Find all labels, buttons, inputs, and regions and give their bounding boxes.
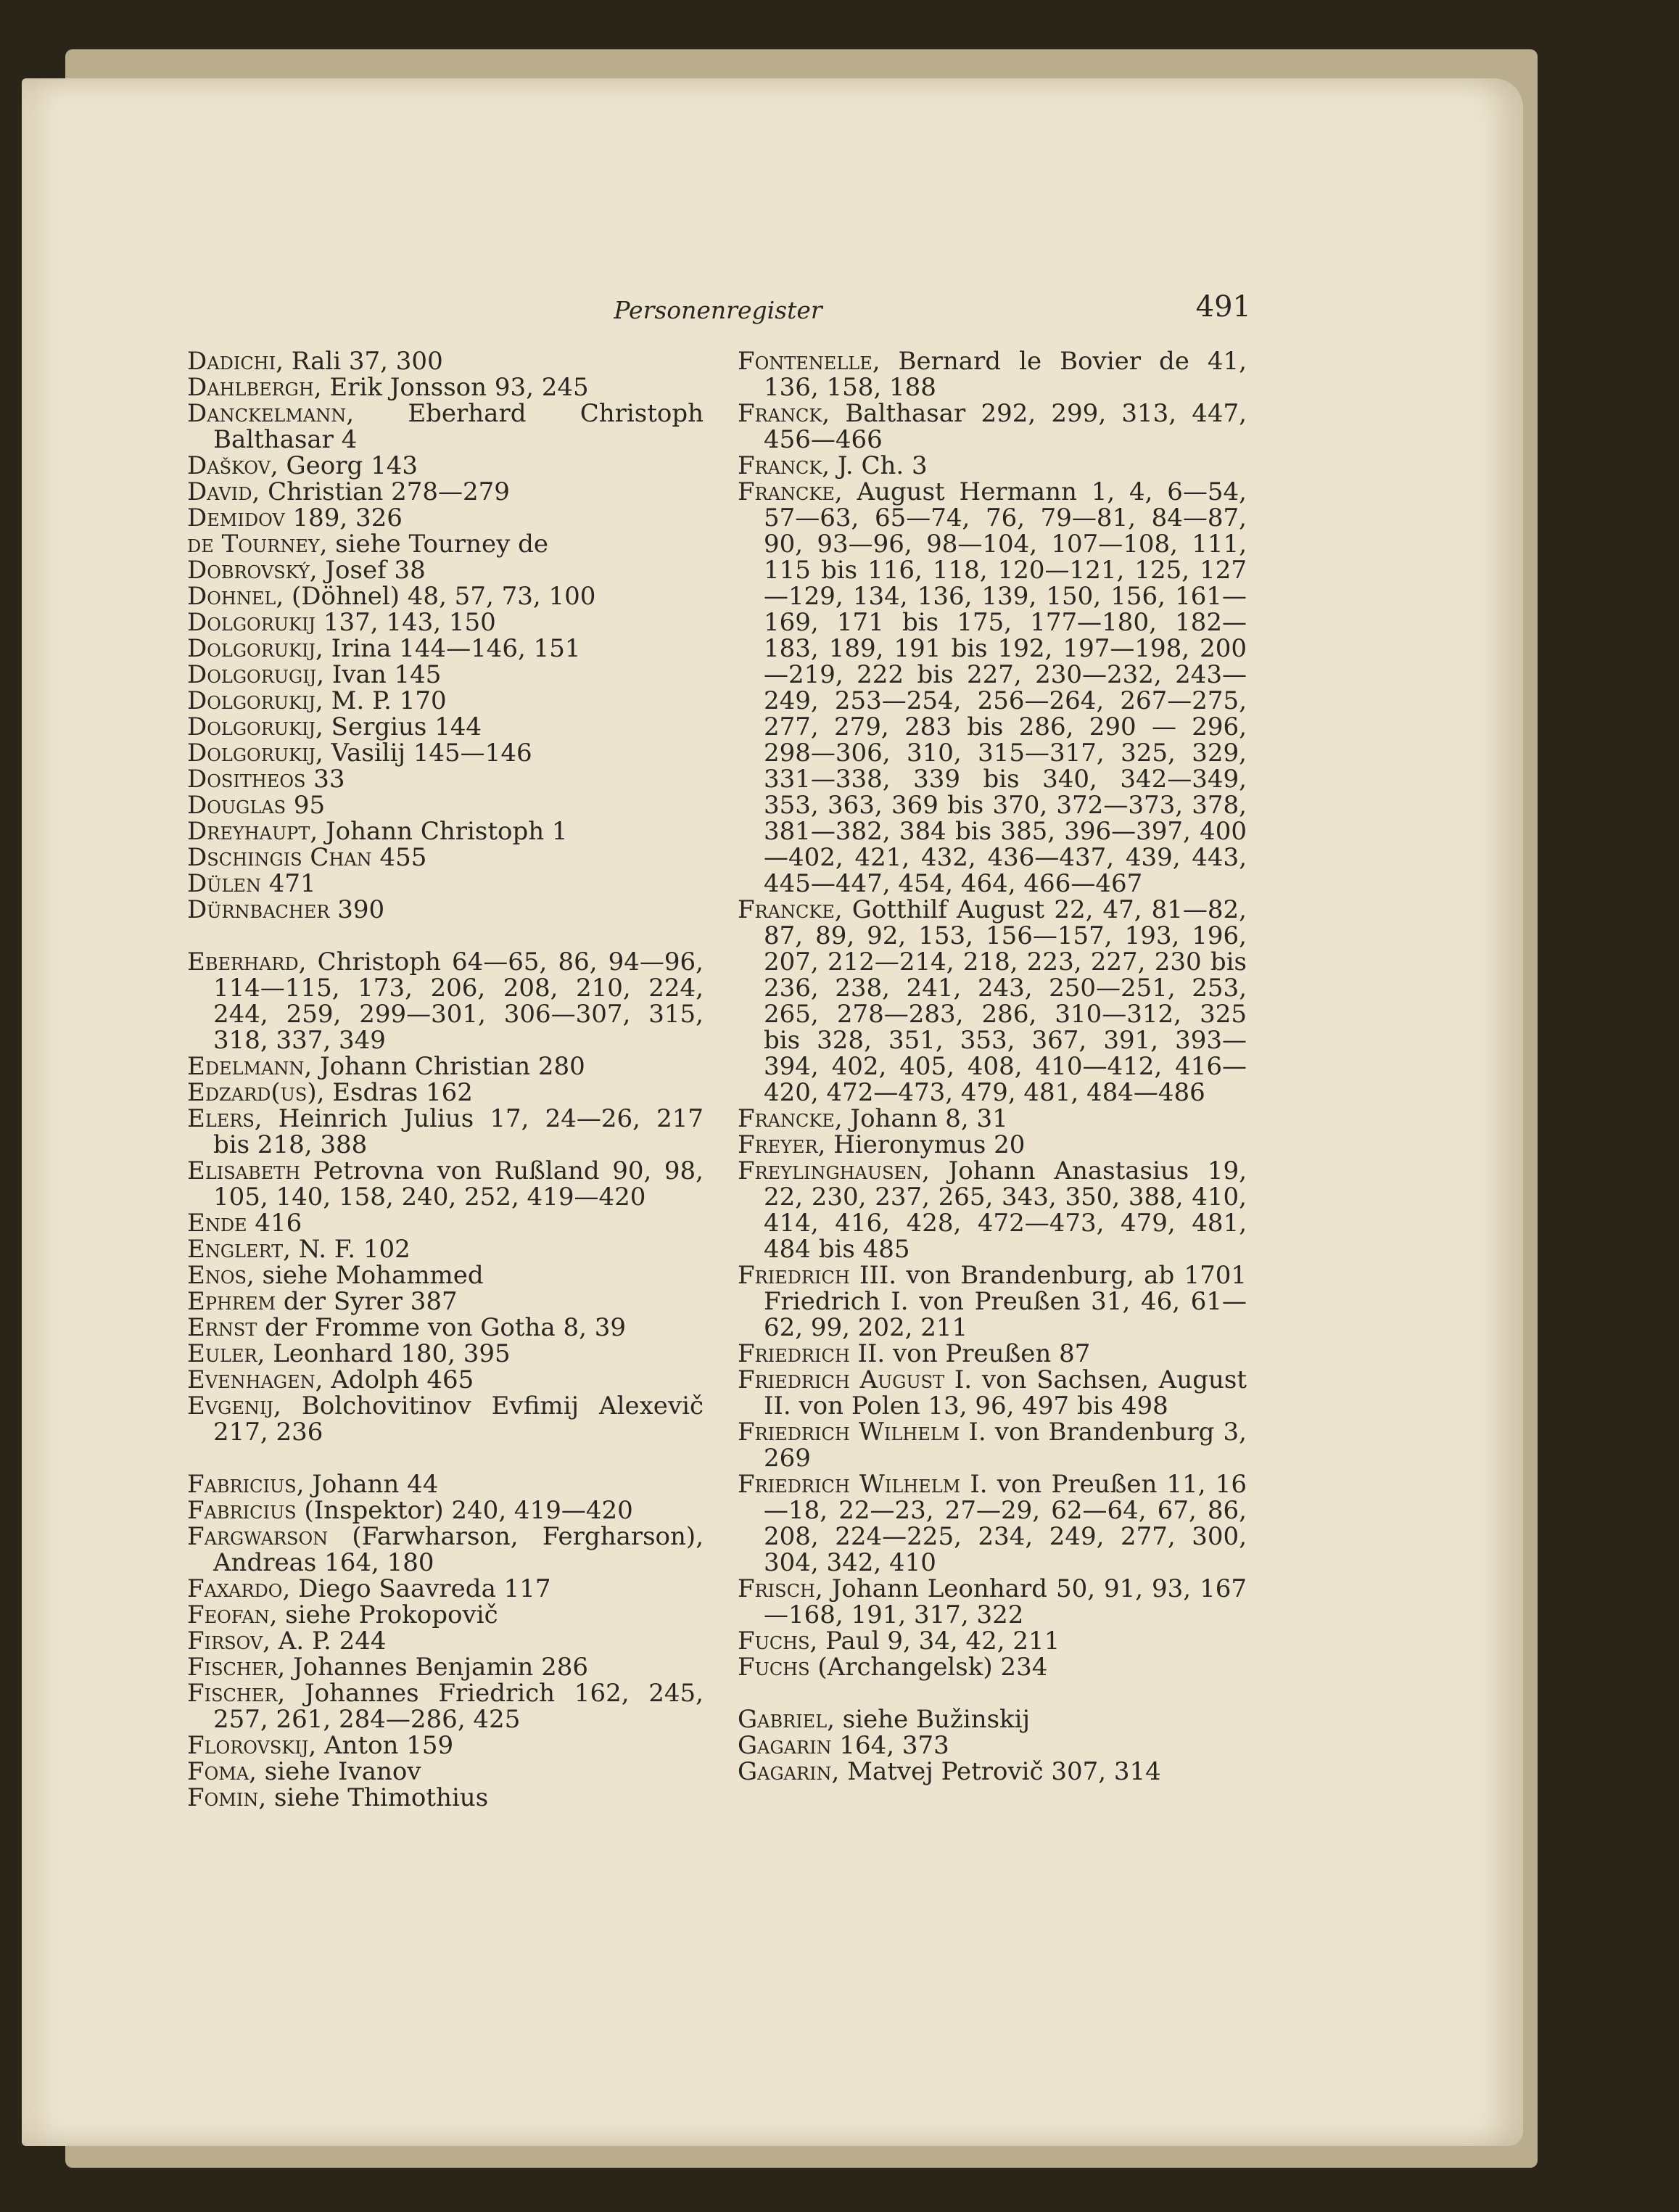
entry-references: N. F. 102 bbox=[290, 1235, 411, 1264]
index-entry bbox=[738, 1367, 1247, 1419]
index-entry bbox=[738, 1132, 1247, 1158]
index-entry bbox=[187, 1732, 704, 1759]
index-entry bbox=[738, 1759, 1247, 1785]
entry-references: Petrovna von Rußland 90, 98, 105, 140, 158, 240, 252, 419—420 bbox=[213, 1156, 704, 1212]
index-entry bbox=[738, 1419, 1247, 1471]
entry-name: Faxardo, bbox=[187, 1574, 291, 1603]
entry-name: Fuchs, bbox=[738, 1627, 818, 1656]
index-entry bbox=[187, 479, 704, 505]
entry-references: 455 bbox=[371, 843, 427, 872]
entry-name: Friedrich bbox=[738, 1261, 850, 1290]
entry-name: Fuchs bbox=[738, 1653, 810, 1682]
page-header bbox=[185, 290, 1251, 334]
entry-references: Irina 144—146, 151 bbox=[323, 634, 581, 663]
entry-name: Ernst bbox=[187, 1313, 257, 1342]
entry-references: I. von Preußen 11, 16—18, 22—23, 27—29, 62—64, 67, 86, 208, 224—225, 234, 249, 277, 300, 304, 342, 410 bbox=[764, 1470, 1247, 1577]
entry-references: I. von Sachsen, August II. von Polen 13, 96, 497 bis 498 bbox=[764, 1365, 1247, 1420]
index-entry bbox=[738, 1732, 1247, 1759]
entry-references: August Hermann 1, 4, 6—54, 57—63, 65—74, 76, 79—81, 84—87, 90, 93—96, 98—104, 107—108, 111, 115 bis 116, 118, 120—121, 125, 127—129, 134, 136, 139, 150, 156, 161—169, 171 bis 175, 177—180, 182—183, 189, 191 bis 192, 197—198, 200—219, 222 bis 227, 230—232, 243—249, 253—254, 256—264, 267—275, 277, 279, 283 bis 286, 290 — 296, 298—306, 310, 315—317, 325, 329, 331—338, 339 bis 340, 342—349, 353, 363, 369 bis 370, 372—373, 378, 381—382, 384 bis 385, 396—397, 400—402, 421, 432, 436—437, 439, 443, 445—447, 454, 464, 466—467 bbox=[764, 477, 1247, 898]
entry-name: Fabricius bbox=[187, 1496, 297, 1525]
index-entry bbox=[187, 1080, 704, 1106]
index-entry bbox=[187, 1497, 704, 1524]
index-entry bbox=[187, 374, 704, 400]
entry-references: Anton 159 bbox=[316, 1731, 454, 1760]
entry-name: Feofan, bbox=[187, 1600, 278, 1629]
entry-name: Fontenelle, bbox=[738, 347, 880, 376]
entry-name: Dolgorugij, bbox=[187, 660, 325, 689]
entry-references: Diego Saavreda 117 bbox=[290, 1574, 551, 1603]
entry-name: Dohnel, bbox=[187, 582, 284, 611]
running-head: Personenregister bbox=[614, 296, 822, 324]
entry-references: II. von Preußen 87 bbox=[849, 1339, 1091, 1368]
entry-references: 95 bbox=[286, 791, 326, 820]
entry-references: Heinrich Julius 17, 24—26, 217 bis 218, 388 bbox=[213, 1104, 704, 1159]
entry-references: III. von Brandenburg, ab 1701 Friedrich I. von Preußen 31, 46, 61—62, 99, 202, 211 bbox=[764, 1261, 1247, 1342]
entry-name: Gagarin bbox=[738, 1731, 832, 1760]
entry-name: Evgenij, bbox=[187, 1391, 281, 1420]
index-entry bbox=[187, 1628, 704, 1654]
index-entry bbox=[187, 505, 704, 531]
entry-references: 164, 373 bbox=[831, 1731, 949, 1760]
index-entry bbox=[187, 714, 704, 740]
entry-references: Georg 143 bbox=[278, 451, 418, 480]
entry-references: Balthasar 292, 299, 313, 447, 456—466 bbox=[764, 399, 1247, 454]
index-entry bbox=[187, 1158, 704, 1210]
entry-name: Dahlbergh, bbox=[187, 373, 322, 402]
entry-name: Danckelmann, bbox=[187, 399, 355, 428]
entry-name: Florovskij, bbox=[187, 1731, 317, 1760]
index-entry bbox=[187, 1680, 704, 1732]
entry-name: David, bbox=[187, 477, 260, 506]
index-entry bbox=[187, 1288, 704, 1315]
entry-name: Francke, bbox=[738, 895, 843, 924]
entry-name: Francke, bbox=[738, 1104, 843, 1133]
entry-name: Dolgorukij, bbox=[187, 686, 323, 715]
entry-references: 137, 143, 150 bbox=[315, 608, 496, 637]
index-entry bbox=[738, 1628, 1247, 1654]
index-column-left bbox=[187, 348, 704, 1811]
entry-name: Firsov, bbox=[187, 1627, 271, 1656]
entry-name: Douglas bbox=[187, 791, 286, 820]
entry-name: Dobrovský, bbox=[187, 556, 318, 585]
entry-references: 471 bbox=[260, 869, 316, 898]
entry-name: Freyer, bbox=[738, 1130, 826, 1159]
entry-references: Gotthilf August 22, 47, 81—82, 87, 89, 92, 153, 156—157, 193, 196, 207, 212—214, 218, 223, 227, 230 bis 236, 238, 241, 243, 250—251, 253, 265, 278—283, 286, 310—312, 325 bis 328, 351, 353, 367, 391, 393—394, 402, 405, 408, 410—412, 416—420, 472—473, 479, 481, 484—486 bbox=[764, 895, 1247, 1107]
entry-references: Johann Anastasius 19, 22, 230, 237, 265, 343, 350, 388, 410, 414, 416, 428, 472—473, 479, 481, 484 bis 485 bbox=[764, 1156, 1247, 1264]
entry-name: Ende bbox=[187, 1209, 247, 1238]
index-entry bbox=[187, 400, 704, 453]
index-entry bbox=[187, 1393, 704, 1445]
entry-references: Johannes Friedrich 162, 245, 257, 261, 284—286, 425 bbox=[213, 1679, 704, 1734]
index-entry bbox=[187, 453, 704, 479]
entry-references: (Inspektor) 240, 419—420 bbox=[296, 1496, 633, 1525]
index-entry bbox=[187, 740, 704, 766]
entry-references: siehe Ivanov bbox=[256, 1757, 421, 1786]
index-entry bbox=[187, 844, 704, 871]
index-entry bbox=[187, 792, 704, 818]
index-entry bbox=[187, 1315, 704, 1341]
entry-references: Paul 9, 34, 42, 211 bbox=[817, 1627, 1060, 1656]
entry-name: Dolgorukij, bbox=[187, 634, 323, 663]
entry-name: Foma, bbox=[187, 1757, 257, 1786]
index-entry bbox=[187, 636, 704, 662]
entry-name: Fargwarson bbox=[187, 1522, 329, 1551]
entry-references: Erik Jonsson 93, 245 bbox=[321, 373, 589, 402]
index-entry bbox=[187, 583, 704, 609]
entry-references: 189, 326 bbox=[284, 503, 403, 533]
index-entry bbox=[187, 1053, 704, 1080]
entry-name: Dolgorukij, bbox=[187, 712, 323, 741]
entry-name: Euler, bbox=[187, 1339, 265, 1368]
entry-references: Vasilij 145—146 bbox=[323, 739, 532, 768]
entry-references: Adolph 465 bbox=[323, 1365, 474, 1394]
page-number: 491 bbox=[1195, 290, 1251, 324]
entry-name: Francke, bbox=[738, 477, 843, 506]
entry-name: Fomin, bbox=[187, 1783, 267, 1812]
entry-references: siehe Mohammed bbox=[254, 1261, 484, 1290]
index-entry bbox=[738, 453, 1247, 479]
entry-references: 416 bbox=[247, 1209, 302, 1238]
entry-references: J. Ch. 3 bbox=[830, 451, 928, 480]
index-entry bbox=[187, 818, 704, 844]
entry-name: Franck, bbox=[738, 399, 830, 428]
index-entry bbox=[187, 1759, 704, 1785]
index-entry bbox=[187, 1471, 704, 1497]
entry-references: I. von Brandenburg 3, 269 bbox=[764, 1418, 1247, 1473]
entry-references: Rali 37, 300 bbox=[283, 347, 443, 376]
index-entry bbox=[187, 949, 704, 1053]
entry-references: Christian 278—279 bbox=[260, 477, 510, 506]
entry-name: Enos, bbox=[187, 1261, 255, 1290]
entry-references: Johannes Benjamin 286 bbox=[285, 1653, 588, 1682]
entry-references: Johann Christian 280 bbox=[312, 1052, 585, 1081]
index-entry bbox=[187, 531, 704, 557]
index-entry bbox=[738, 1106, 1247, 1132]
entry-name: de Tourney, bbox=[187, 530, 328, 559]
entry-references: Sergius 144 bbox=[323, 712, 482, 741]
entry-name: Franck, bbox=[738, 451, 830, 480]
index-entry bbox=[738, 1262, 1247, 1341]
entry-references: Leonhard 180, 395 bbox=[265, 1339, 511, 1368]
entry-references: siehe Thimothius bbox=[266, 1783, 489, 1812]
entry-name: Dürnbacher bbox=[187, 895, 330, 924]
entry-name: Friedrich Wilhelm bbox=[738, 1470, 961, 1499]
entry-references: siehe Prokopovič bbox=[277, 1600, 498, 1629]
entry-name: Eberhard, bbox=[187, 947, 307, 977]
entry-references: der Fromme von Gotha 8, 39 bbox=[257, 1313, 626, 1342]
entry-references: Bolchovitinov Evfimij Alexevič 217, 236 bbox=[213, 1391, 704, 1447]
entry-name: Dolgorukij bbox=[187, 608, 316, 637]
entry-name: Fischer, bbox=[187, 1679, 286, 1708]
entry-name: Gabriel, bbox=[738, 1705, 835, 1734]
entry-name: Freylinghausen, bbox=[738, 1156, 930, 1185]
index-entry bbox=[738, 348, 1247, 400]
entry-name: Gagarin, bbox=[738, 1757, 840, 1786]
index-entry bbox=[738, 1341, 1247, 1367]
entry-references: Christoph 64—65, 86, 94—96, 114—115, 173, 206, 208, 210, 224, 244, 259, 299—301, 306—307, 315, 318, 337, 349 bbox=[213, 947, 704, 1055]
entry-name: Friedrich Wilhelm bbox=[738, 1418, 960, 1447]
entry-references: der Syrer 387 bbox=[276, 1287, 458, 1316]
index-entry bbox=[738, 1706, 1247, 1732]
index-entry bbox=[187, 662, 704, 688]
entry-name: Englert, bbox=[187, 1235, 291, 1264]
entry-references: Johann 44 bbox=[304, 1470, 439, 1499]
index-entry bbox=[738, 400, 1247, 453]
index-entry bbox=[738, 479, 1247, 897]
entry-name: Dolgorukij, bbox=[187, 739, 323, 768]
entry-references: Johann 8, 31 bbox=[842, 1104, 1008, 1133]
index-entry bbox=[187, 1524, 704, 1576]
entry-name: Edzard(us), bbox=[187, 1078, 325, 1107]
entry-references: Eberhard Christoph Balthasar 4 bbox=[213, 399, 704, 454]
index-entry bbox=[187, 1785, 704, 1811]
index-entry bbox=[738, 1576, 1247, 1628]
index-entry bbox=[187, 609, 704, 636]
entry-references: 33 bbox=[305, 765, 345, 794]
entry-name: Evenhagen, bbox=[187, 1365, 323, 1394]
entry-name: Fischer, bbox=[187, 1653, 286, 1682]
entry-references: Esdras 162 bbox=[324, 1078, 473, 1107]
entry-name: Edelmann, bbox=[187, 1052, 313, 1081]
entry-references: (Farwharson, Fergharson), Andreas 164, 180 bbox=[213, 1522, 704, 1577]
index-entry bbox=[738, 897, 1247, 1106]
index-entry bbox=[187, 897, 704, 923]
entry-name: Demidov bbox=[187, 503, 285, 533]
entry-references: Matvej Petrovič 307, 314 bbox=[839, 1757, 1161, 1786]
entry-name: Fabricius, bbox=[187, 1470, 305, 1499]
entry-references: (Döhnel) 48, 57, 73, 100 bbox=[284, 582, 596, 611]
entry-name: Elers, bbox=[187, 1104, 263, 1133]
entry-name: Dreyhaupt, bbox=[187, 817, 318, 846]
index-entry bbox=[187, 557, 704, 583]
index-entry bbox=[187, 1654, 704, 1680]
entry-references: A. P. 244 bbox=[270, 1627, 387, 1656]
entry-references: Josef 38 bbox=[317, 556, 426, 585]
entry-name: Ephrem bbox=[187, 1287, 276, 1316]
entry-name: Friedrich bbox=[738, 1339, 850, 1368]
index-column-right bbox=[738, 348, 1247, 1785]
entry-references: siehe Bužinskij bbox=[834, 1705, 1031, 1734]
entry-name: Dadichi, bbox=[187, 347, 284, 376]
entry-name: Daškov, bbox=[187, 451, 279, 480]
index-entry bbox=[187, 1367, 704, 1393]
entry-references: 390 bbox=[329, 895, 385, 924]
index-entry bbox=[187, 1106, 704, 1158]
entry-name: Dositheos bbox=[187, 765, 306, 794]
index-entry bbox=[187, 871, 704, 897]
index-entry bbox=[187, 1602, 704, 1628]
entry-name: Elisabeth bbox=[187, 1156, 301, 1185]
entry-references: siehe Tourney de bbox=[327, 530, 549, 559]
index-entry bbox=[187, 348, 704, 374]
index-entry bbox=[187, 1341, 704, 1367]
index-entry bbox=[187, 1576, 704, 1602]
index-entry bbox=[738, 1654, 1247, 1680]
entry-references: Johann Christoph 1 bbox=[318, 817, 568, 846]
index-entry bbox=[187, 1236, 704, 1262]
entry-references: M. P. 170 bbox=[323, 686, 447, 715]
entry-name: Dschingis Chan bbox=[187, 843, 372, 872]
index-entry bbox=[187, 688, 704, 714]
entry-references: Bernard le Bovier de 41, 136, 158, 188 bbox=[764, 347, 1247, 402]
entry-name: Friedrich August bbox=[738, 1365, 945, 1394]
entry-references: (Archangelsk) 234 bbox=[809, 1653, 1048, 1682]
index-entry bbox=[738, 1158, 1247, 1262]
index-entry bbox=[738, 1471, 1247, 1576]
entry-name: Frisch, bbox=[738, 1574, 823, 1603]
entry-references: Johann Leonhard 50, 91, 93, 167—168, 191, 317, 322 bbox=[764, 1574, 1247, 1629]
entry-references: Hieronymus 20 bbox=[825, 1130, 1026, 1159]
entry-name: Dülen bbox=[187, 869, 261, 898]
index-entry bbox=[187, 1210, 704, 1236]
index-entry bbox=[187, 766, 704, 792]
entry-references: Ivan 145 bbox=[324, 660, 442, 689]
index-entry bbox=[187, 1262, 704, 1288]
